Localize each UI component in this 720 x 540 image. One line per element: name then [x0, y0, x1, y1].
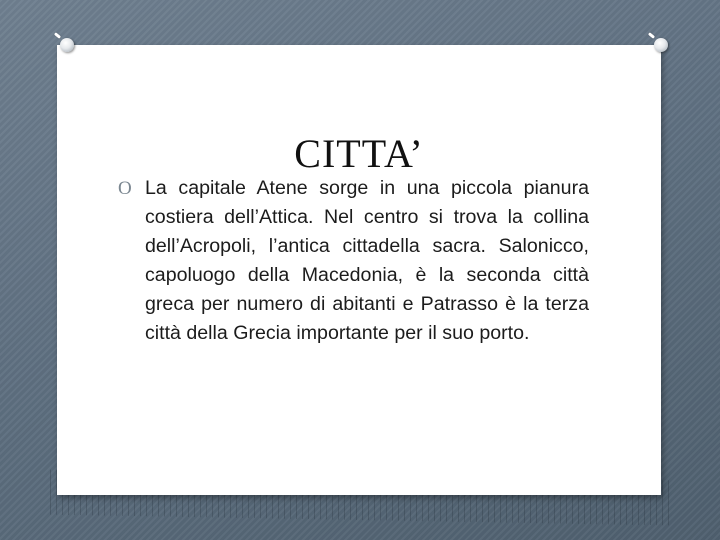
- pushpin-icon: [60, 38, 74, 52]
- bullet-icon: O: [118, 178, 132, 199]
- slide-title: CITTA’: [294, 131, 424, 176]
- pushpin-icon: [654, 38, 668, 52]
- slide-card: [57, 45, 661, 495]
- slide-body-text: La capitale Atene sorge in una piccola pianura costiera dell’Attica. Nel centro si trova la collina dell’Acropoli, l’antica cittadella sacra. Salonicco, capoluogo della Macedonia, è la seconda città greca per numero di abitanti e Patrasso è la terza città della Grecia importante per il suo porto.: [145, 177, 589, 344]
